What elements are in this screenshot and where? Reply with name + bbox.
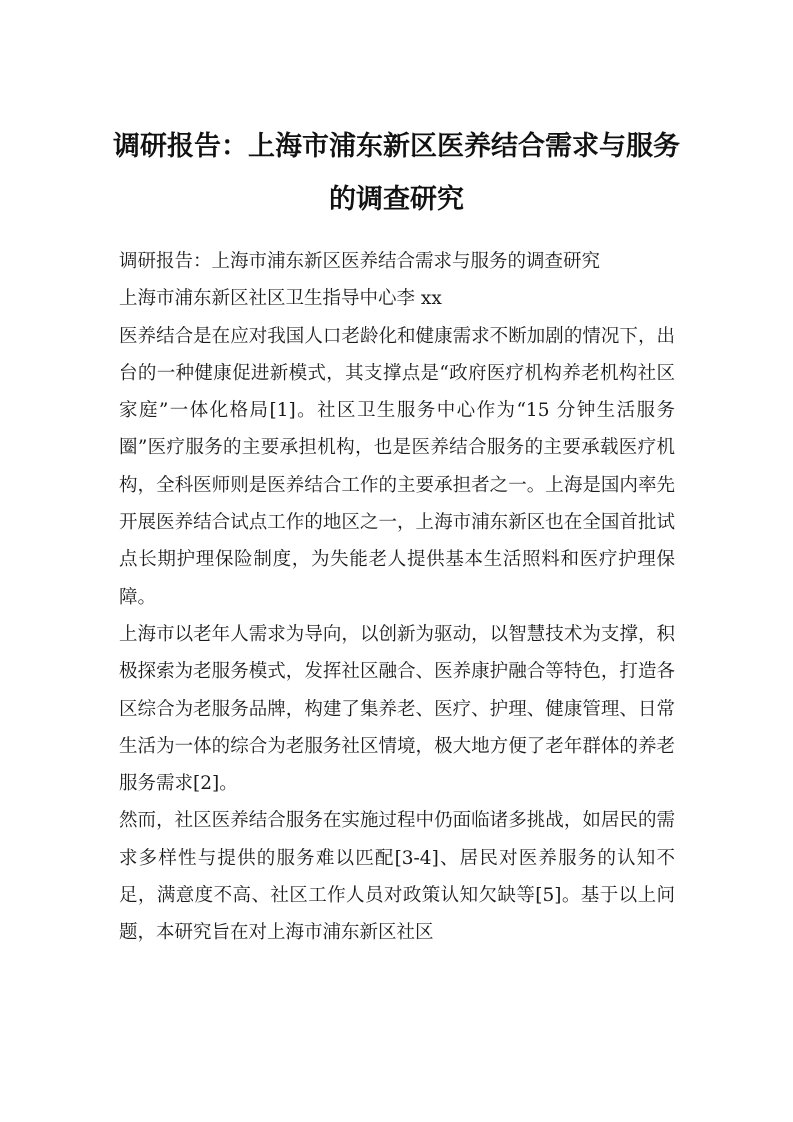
paragraph-3: 然而，社区医养结合服务在实施过程中仍面临诸多挑战，如居民的需求多样性与提供的服务难以匹配[3-4]、居民对医养服务的认知不足，满意度不高、社区工作人员对政策认知欠缺等[5]。基于以上问题，本研究旨在对上海市浦东新区社区 <box>119 810 675 944</box>
paragraph-2: 上海市以老年人需求为导向，以创新为驱动，以智慧技术为支撑，积极探索为老服务模式，发挥社区融合、医养康护融合等特色，打造各区综合为老服务品牌，构建了集养老、医疗、护理、健康管理、日常生活为一体的综合为老服务社区情境，极大地方便了老年群体的养老服务需求[2]。 <box>119 623 675 795</box>
author-line: 上海市浦东新区社区卫生指导中心李 xx <box>119 288 442 310</box>
paragraph-1: 医养结合是在应对我国人口老龄化和健康需求不断加剧的情况下，出台的一种健康促进新模式，其支撑点是“政府医疗机构养老机构社区家庭”一体化格局[1]。社区卫生服务中心作为“15 分钟生活服务圈”医疗服务的主要承担机构，也是医养结合服务的主要承载医疗机构，全科医师则是医养结合工作的主要承担者之一。上海是国内率先开展医养结合试点工作的地区之一，上海市浦东新区也在全国首批试点长期护理保险制度，为失能老人提供基本生活照料和医疗护理保障。 <box>119 325 675 608</box>
document-body <box>119 243 675 952</box>
document-title: 调研报告：上海市浦东新区医养结合需求与服务的调查研究 <box>113 131 680 215</box>
document-subtitle: 调研报告：上海市浦东新区医养结合需求与服务的调查研究 <box>119 251 601 272</box>
